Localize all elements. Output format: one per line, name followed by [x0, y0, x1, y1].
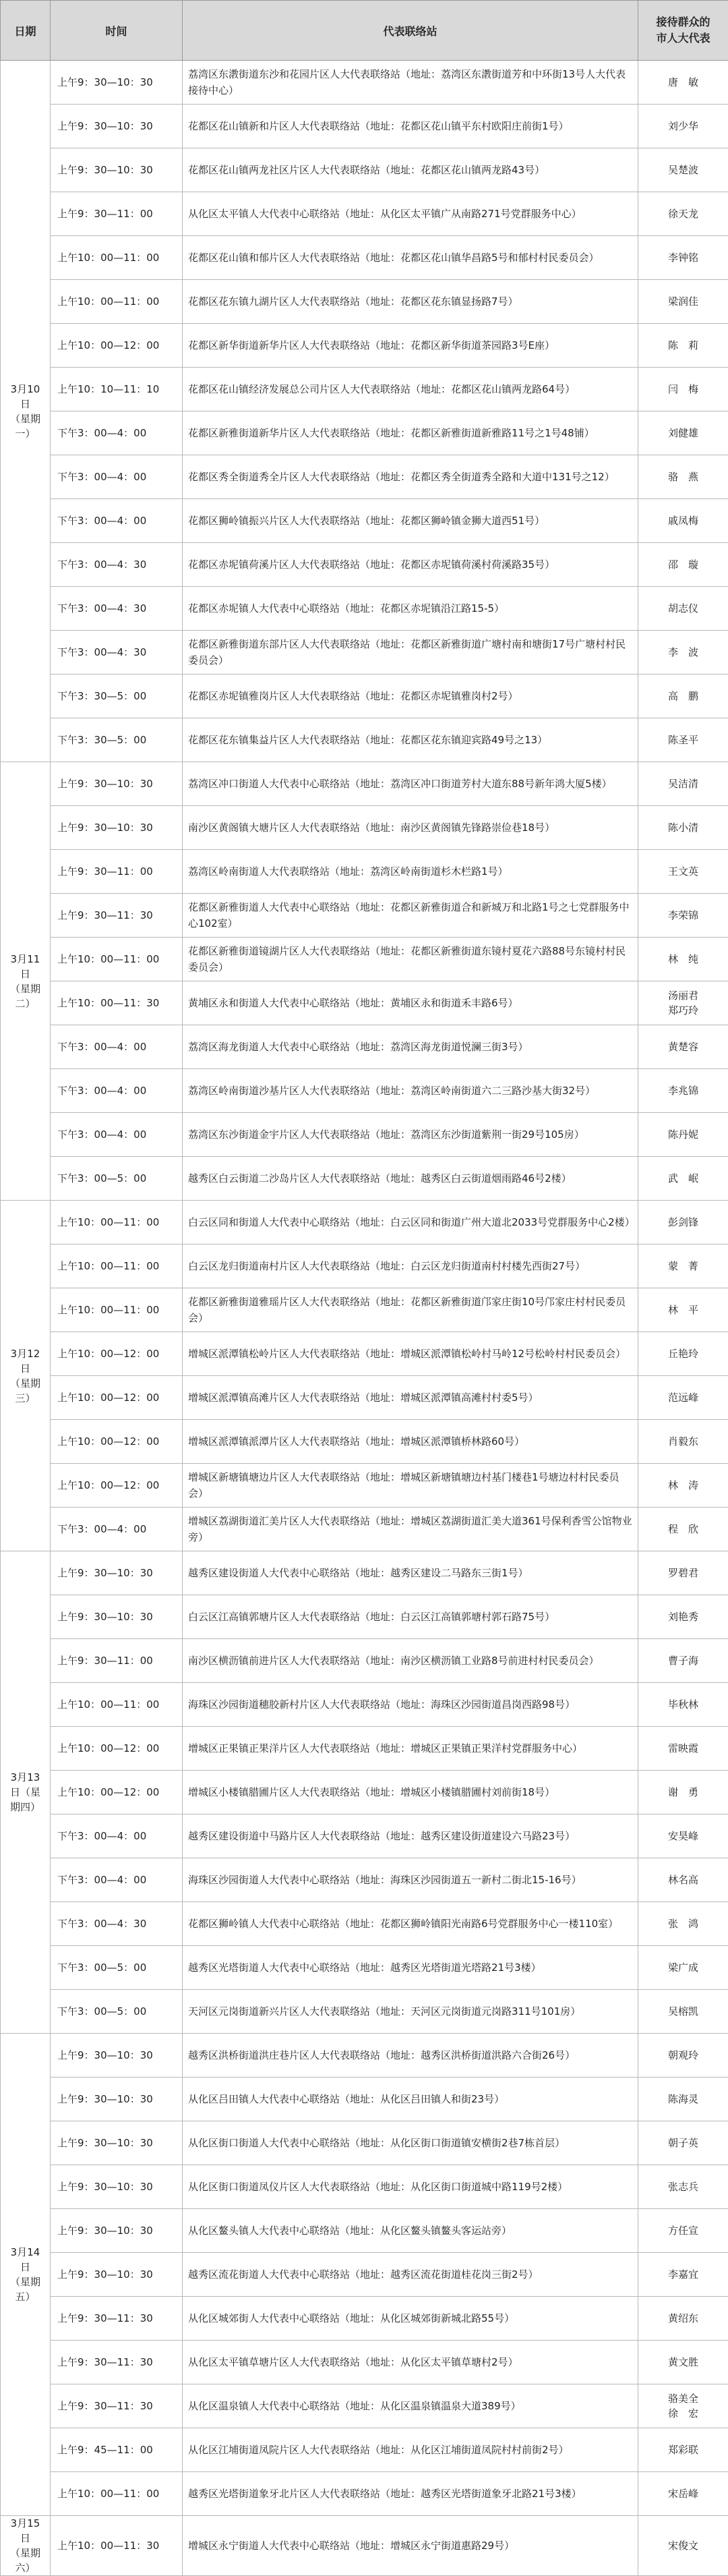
station-cell: 从化区吕田镇人大代表中心联络站（地址：从化区吕田镇人和街23号） [183, 2078, 638, 2121]
time-cell: 上午10：00—11：00 [51, 236, 183, 280]
station-cell: 花都区新雅街道人大代表中心联络站（地址：花都区新雅街道合和新城万和北路1号之七党群服务中心102室） [183, 894, 638, 938]
table-body [1, 61, 728, 2576]
rep-cell: 徐天龙 [638, 192, 728, 236]
time-cell: 上午10：00—12：00 [51, 1332, 183, 1376]
rep-cell: 李荣锦 [638, 894, 728, 938]
time-cell: 上午10：00—11：00 [51, 280, 183, 324]
station-cell: 花都区花东镇集益片区人大代表联络站（地址：花都区花东镇迎宾路49号之13） [183, 718, 638, 762]
table-row [1, 499, 728, 543]
rep-cell: 黄楚容 [638, 1025, 728, 1069]
time-cell: 上午9：30—10：30 [51, 1595, 183, 1639]
table-row [1, 762, 728, 806]
table-row [1, 368, 728, 411]
date-cell: 3月15日 （星期六） [1, 2516, 51, 2576]
rep-cell: 张 鸿 [638, 1902, 728, 1946]
rep-cell: 刘少华 [638, 105, 728, 148]
station-cell: 从化区江埔街道凤院片区人大代表联络站（地址：从化区江埔街道凤院村村前街2号） [183, 2428, 638, 2472]
time-cell: 上午9：30—10：30 [51, 148, 183, 192]
rep-cell: 李钟铭 [638, 236, 728, 280]
rep-cell: 程 欣 [638, 1508, 728, 1551]
time-cell: 下午3：00—4：00 [51, 455, 183, 499]
rep-cell: 陈 莉 [638, 324, 728, 368]
table-row [1, 236, 728, 280]
time-cell: 下午3：00—4：00 [51, 499, 183, 543]
rep-cell: 吴洁清 [638, 762, 728, 806]
time-cell: 上午9：30—10：30 [51, 105, 183, 148]
station-cell: 越秀区白云街道二沙岛片区人大代表联络站（地址：越秀区白云街道烟雨路46号2楼） [183, 1157, 638, 1201]
station-cell: 白云区龙归街道南村片区人大代表联络站（地址：白云区龙归街道南村村楼先西街27号） [183, 1244, 638, 1288]
table-header-row [1, 1, 728, 61]
time-cell: 上午9：30—10：30 [51, 2121, 183, 2165]
rep-cell: 林 纯 [638, 938, 728, 981]
table-row [1, 850, 728, 894]
time-cell: 下午3：00—4：30 [51, 1902, 183, 1946]
table-row [1, 1025, 728, 1069]
date-cell: 3月13日（星期四） [1, 1551, 51, 2034]
station-cell: 越秀区流花街道人大代表中心联络站（地址：越秀区流花街道桂花岗三街2号） [183, 2253, 638, 2297]
time-cell: 上午9：30—10：30 [51, 1551, 183, 1595]
time-cell: 上午10：10—11：10 [51, 368, 183, 411]
station-cell: 增城区新塘镇塘边片区人大代表联络站（地址：增城区新塘镇塘边村基门楼巷1号塘边村村民委员会） [183, 1464, 638, 1508]
rep-cell: 高 鹏 [638, 675, 728, 718]
station-cell: 花都区秀全街道秀全片区人大代表联络站（地址：花都区秀全街道秀全路和大道中131号之12） [183, 455, 638, 499]
station-cell: 越秀区建设街道人大代表中心联络站（地址：越秀区建设二马路东三街1号） [183, 1551, 638, 1595]
station-cell: 越秀区光塔街道象牙北片区人大代表联络站（地址：越秀区光塔街道象牙北路21号3楼） [183, 2472, 638, 2516]
table-row [1, 2078, 728, 2121]
time-cell: 下午3：00—4：30 [51, 587, 183, 631]
time-cell: 上午10：00—11：00 [51, 1683, 183, 1727]
time-cell: 上午9：30—10：30 [51, 806, 183, 850]
rep-cell: 朝观玲 [638, 2034, 728, 2078]
rep-cell: 骆美全 徐 宏 [638, 2384, 728, 2428]
table-row [1, 2253, 728, 2297]
rep-cell: 李嘉宜 [638, 2253, 728, 2297]
station-cell: 花都区赤坭镇人大代表中心联络站（地址：花都区赤坭镇沿江路15-5） [183, 587, 638, 631]
header-rep: 接待群众的 市人大代表 [638, 1, 728, 61]
table-row [1, 1113, 728, 1157]
table-row [1, 148, 728, 192]
rep-cell: 梁润佳 [638, 280, 728, 324]
rep-cell: 汤丽君 郑巧玲 [638, 981, 728, 1025]
time-cell: 下午3：00—5：00 [51, 1946, 183, 1990]
time-cell: 下午3：00—4：00 [51, 1814, 183, 1858]
station-cell: 花都区狮岭镇振兴片区人大代表联络站（地址：花都区狮岭镇金狮大道西51号） [183, 499, 638, 543]
rep-cell: 武 岷 [638, 1157, 728, 1201]
time-cell: 下午3：00—5：00 [51, 1990, 183, 2034]
table-row [1, 1508, 728, 1551]
rep-cell: 曹子海 [638, 1639, 728, 1683]
rep-cell: 林 涛 [638, 1464, 728, 1508]
table-row [1, 280, 728, 324]
rep-cell: 林名高 [638, 1858, 728, 1902]
table-row [1, 1069, 728, 1113]
table-row [1, 455, 728, 499]
time-cell: 上午9：30—11：00 [51, 1639, 183, 1683]
time-cell: 上午10：00—11：00 [51, 938, 183, 981]
table-row [1, 105, 728, 148]
station-cell: 增城区荔湖街道汇美片区人大代表联络站（地址：增城区荔湖街道汇美大道361号保利香雪公馆物业旁） [183, 1508, 638, 1551]
rep-cell: 毕秋林 [638, 1683, 728, 1727]
table-row [1, 587, 728, 631]
station-cell: 花都区赤坭镇雅岗片区人大代表联络站（地址：花都区赤坭镇雅岗村2号） [183, 675, 638, 718]
table-row [1, 1639, 728, 1683]
rep-cell: 戚凤梅 [638, 499, 728, 543]
table-row [1, 1814, 728, 1858]
time-cell: 上午9：30—10：30 [51, 2078, 183, 2121]
rep-cell: 丘艳玲 [638, 1332, 728, 1376]
rep-cell: 李 波 [638, 631, 728, 675]
table-row [1, 1595, 728, 1639]
table-row [1, 1902, 728, 1946]
station-cell: 增城区正果镇正果洋片区人大代表联络站（地址：增城区正果镇正果洋村党群服务中心） [183, 1727, 638, 1771]
date-cell: 3月10日 （星期一） [1, 61, 51, 762]
time-cell: 上午10：00—11：00 [51, 1201, 183, 1244]
time-cell: 下午3：30—5：00 [51, 675, 183, 718]
time-cell: 上午10：00—12：00 [51, 324, 183, 368]
table-row [1, 1551, 728, 1595]
rep-cell: 邵 璇 [638, 543, 728, 587]
table-row [1, 894, 728, 938]
time-cell: 上午10：00—11：30 [51, 2516, 183, 2576]
table-row [1, 718, 728, 762]
time-cell: 上午10：00—12：00 [51, 1420, 183, 1464]
rep-cell: 彭剑锋 [638, 1201, 728, 1244]
header-date: 日期 [1, 1, 51, 61]
table-row [1, 2121, 728, 2165]
station-cell: 增城区永宁街道人大代表中心联络站（地址：增城区永宁街道惠路29号） [183, 2516, 638, 2576]
station-cell: 花都区花东镇九湖片区人大代表联络站（地址：花都区花东镇显扬路7号） [183, 280, 638, 324]
rep-cell: 胡志仪 [638, 587, 728, 631]
time-cell: 上午9：30—10：30 [51, 61, 183, 105]
station-cell: 增城区派潭镇松岭片区人大代表联络站（地址：增城区派潭镇松岭村马岭12号松岭村村民委员会） [183, 1332, 638, 1376]
station-cell: 从化区城郊街人大代表中心联络站（地址：从化区城郊街新城北路55号） [183, 2297, 638, 2341]
station-cell: 荔湾区岭南街道沙基片区人大代表联络站（地址：荔湾区岭南街道六二三路沙基大街32号） [183, 1069, 638, 1113]
rep-cell: 陈海灵 [638, 2078, 728, 2121]
rep-cell: 唐 敏 [638, 61, 728, 105]
rep-cell: 黄绍东 [638, 2297, 728, 2341]
time-cell: 上午9：30—11：00 [51, 192, 183, 236]
time-cell: 下午3：00—4：30 [51, 543, 183, 587]
rep-cell: 刘艳秀 [638, 1595, 728, 1639]
station-cell: 花都区花山镇两龙社区片区人大代表联络站（地址：花都区花山镇两龙路43号） [183, 148, 638, 192]
table-row [1, 1376, 728, 1420]
table-row [1, 938, 728, 981]
table-row [1, 631, 728, 675]
station-cell: 荔湾区冲口街道人大代表中心联络站（地址：荔湾区冲口街道芳村大道东88号新年鸿大厦5楼） [183, 762, 638, 806]
table-row [1, 1288, 728, 1332]
rep-cell: 黄文胜 [638, 2341, 728, 2384]
station-cell: 增城区派潭镇派潭片区人大代表联络站（地址：增城区派潭镇桥林路60号） [183, 1420, 638, 1464]
station-cell: 白云区江高镇郭塘片区人大代表联络站（地址：白云区江高镇郭塘村郭石路75号） [183, 1595, 638, 1639]
station-cell: 海珠区沙园街道人大代表中心联络站（地址：海珠区沙园街道五一新村二街北15-16号） [183, 1858, 638, 1902]
station-cell: 越秀区建设街道中马路片区人大代表联络站（地址：越秀区建设街道建设六马路23号） [183, 1814, 638, 1858]
rep-cell: 林 平 [638, 1288, 728, 1332]
table-row [1, 675, 728, 718]
date-cell: 3月12日 （星期三） [1, 1201, 51, 1551]
table-row [1, 2384, 728, 2428]
rep-cell: 方任宣 [638, 2209, 728, 2253]
rep-cell: 郑彩联 [638, 2428, 728, 2472]
station-cell: 海珠区沙园街道穗胶新村片区人大代表联络站（地址：海珠区沙园街道昌岗西路98号） [183, 1683, 638, 1727]
table-row [1, 806, 728, 850]
rep-cell: 陈小清 [638, 806, 728, 850]
rep-cell: 范远峰 [638, 1376, 728, 1420]
table-row [1, 543, 728, 587]
table-row [1, 1683, 728, 1727]
table-row [1, 1858, 728, 1902]
station-cell: 花都区新雅街道东部片区人大代表联络站（地址：花都区新雅街道广塘村南和塘街17号广塘村村民委员会） [183, 631, 638, 675]
table-row [1, 1771, 728, 1814]
rep-cell: 陈圣平 [638, 718, 728, 762]
station-cell: 花都区花山镇经济发展总公司片区人大代表联络站（地址：花都区花山镇两龙路64号） [183, 368, 638, 411]
table-row [1, 1201, 728, 1244]
time-cell: 下午3：00—4：00 [51, 1025, 183, 1069]
time-cell: 下午3：30—5：00 [51, 718, 183, 762]
table-row [1, 1157, 728, 1201]
table-row [1, 411, 728, 455]
table-row [1, 1332, 728, 1376]
station-cell: 从化区街口街道人大代表中心联络站（地址：从化区街口街道镇安横街2巷7栋首层） [183, 2121, 638, 2165]
table-row [1, 192, 728, 236]
time-cell: 上午9：30—10：30 [51, 2165, 183, 2209]
rep-cell: 肖毅东 [638, 1420, 728, 1464]
time-cell: 上午9：30—11：00 [51, 850, 183, 894]
rep-cell: 宋岳峰 [638, 2472, 728, 2516]
station-cell: 天河区元岗街道新兴片区人大代表联络站（地址：天河区元岗街道元岗路311号101房） [183, 1990, 638, 2034]
rep-cell: 吴榕凯 [638, 1990, 728, 2034]
station-cell: 荔湾区东沙街道金宇片区人大代表联络站（地址：荔湾区东沙街道紫荆一街29号105房） [183, 1113, 638, 1157]
rep-cell: 李兆锦 [638, 1069, 728, 1113]
table-row [1, 981, 728, 1025]
station-cell: 花都区新雅街道雅瑶片区人大代表联络站（地址：花都区新雅街道邝家庄街10号邝家庄村村民委员会） [183, 1288, 638, 1332]
table-row [1, 2209, 728, 2253]
station-cell: 花都区花山镇新和片区人大代表联络站（地址：花都区花山镇平东村欧阳庄前街1号） [183, 105, 638, 148]
time-cell: 上午10：00—12：00 [51, 1376, 183, 1420]
rep-cell: 谢 勇 [638, 1771, 728, 1814]
rep-cell: 安昊峰 [638, 1814, 728, 1858]
rep-cell: 蒙 菁 [638, 1244, 728, 1288]
time-cell: 下午3：00—4：00 [51, 1508, 183, 1551]
rep-cell: 雷映霞 [638, 1727, 728, 1771]
station-cell: 从化区太平镇草塘片区人大代表联络站（地址：从化区太平镇草塘村2号） [183, 2341, 638, 2384]
time-cell: 上午9：30—10：30 [51, 2209, 183, 2253]
rep-cell: 朝子英 [638, 2121, 728, 2165]
time-cell: 上午9：30—10：30 [51, 2034, 183, 2078]
time-cell: 上午9：45—11：00 [51, 2428, 183, 2472]
time-cell: 上午9：30—11：30 [51, 2384, 183, 2428]
header-time: 时间 [51, 1, 183, 61]
table-row [1, 1990, 728, 2034]
table-row [1, 2034, 728, 2078]
time-cell: 下午3：00—4：00 [51, 1069, 183, 1113]
rep-cell: 梁广成 [638, 1946, 728, 1990]
time-cell: 上午9：30—11：30 [51, 2341, 183, 2384]
rep-cell: 王文英 [638, 850, 728, 894]
rep-cell: 吴楚波 [638, 148, 728, 192]
station-cell: 荔湾区岭南街道人大代表联络站（地址：荔湾区岭南街道杉木栏路1号） [183, 850, 638, 894]
station-cell: 荔湾区东漖街道东沙和花园片区人大代表联络站（地址：荔湾区东漖街道芳和中环街13号人大代表接待中心） [183, 61, 638, 105]
station-cell: 南沙区黄阁镇大塘片区人大代表联络站（地址：南沙区黄阁镇先锋路崇俭巷18号） [183, 806, 638, 850]
time-cell: 下午3：00—5：00 [51, 1157, 183, 1201]
station-cell: 从化区鳌头镇人大代表中心联络站（地址：从化区鳌头镇鳌头客运站旁） [183, 2209, 638, 2253]
table-row [1, 2516, 728, 2576]
table-row [1, 2428, 728, 2472]
table-row [1, 2297, 728, 2341]
time-cell: 上午10：00—12：00 [51, 1727, 183, 1771]
rep-cell: 陈丹妮 [638, 1113, 728, 1157]
rep-cell: 刘健雄 [638, 411, 728, 455]
rep-cell: 宋俊文 [638, 2516, 728, 2576]
station-cell: 荔湾区海龙街道人大代表中心联络站（地址：荔湾区海龙街道悦澜三街3号） [183, 1025, 638, 1069]
time-cell: 上午10：00—11：00 [51, 2472, 183, 2516]
time-cell: 上午10：00—11：00 [51, 1288, 183, 1332]
table-row [1, 1946, 728, 1990]
table-row [1, 61, 728, 105]
station-cell: 花都区狮岭镇人大代表中心联络站（地址：花都区狮岭镇阳光南路6号党群服务中心一楼110室） [183, 1902, 638, 1946]
rep-cell: 骆 燕 [638, 455, 728, 499]
time-cell: 上午9：30—11：30 [51, 894, 183, 938]
rep-cell: 罗碧君 [638, 1551, 728, 1595]
station-cell: 花都区新雅街道新华片区人大代表联络站（地址：花都区新雅街道新雅路11号之1号48铺） [183, 411, 638, 455]
table-row [1, 2165, 728, 2209]
table-row [1, 324, 728, 368]
table-row [1, 1244, 728, 1288]
date-cell: 3月11日 （星期二） [1, 762, 51, 1201]
date-cell: 3月14日 （星期五） [1, 2034, 51, 2516]
station-cell: 从化区街口街道凤仪片区人大代表联络站（地址：从化区街口街道城中路119号2楼） [183, 2165, 638, 2209]
station-cell: 黄埔区永和街道人大代表中心联络站（地址：黄埔区永和街道禾丰路6号） [183, 981, 638, 1025]
time-cell: 上午10：00—11：30 [51, 981, 183, 1025]
table-row [1, 1420, 728, 1464]
station-cell: 花都区花山镇和郁片区人大代表联络站（地址：花都区花山镇华昌路5号和郁村村民委员会） [183, 236, 638, 280]
time-cell: 上午9：30—11：30 [51, 2297, 183, 2341]
table-row [1, 2341, 728, 2384]
station-cell: 南沙区横沥镇前进片区人大代表联络站（地址：南沙区横沥镇工业路8号前进村村民委员会） [183, 1639, 638, 1683]
station-cell: 越秀区光塔街道人大代表中心联络站（地址：越秀区光塔街道光塔路21号3楼） [183, 1946, 638, 1990]
table-row [1, 1464, 728, 1508]
time-cell: 下午3：00—4：00 [51, 1113, 183, 1157]
station-cell: 花都区赤坭镇荷溪片区人大代表联络站（地址：花都区赤坭镇荷溪村荷溪路35号） [183, 543, 638, 587]
header-station: 代表联络站 [183, 1, 638, 61]
table-row [1, 2472, 728, 2516]
station-cell: 越秀区洪桥街道洪庄巷片区人大代表联络站（地址：越秀区洪桥街道洪路六合街26号） [183, 2034, 638, 2078]
time-cell: 上午9：30—10：30 [51, 2253, 183, 2297]
station-cell: 花都区新华街道新华片区人大代表联络站（地址：花都区新华街道茶园路3号E座） [183, 324, 638, 368]
time-cell: 上午10：00—12：00 [51, 1464, 183, 1508]
rep-cell: 张志兵 [638, 2165, 728, 2209]
station-cell: 增城区派潭镇高滩片区人大代表联络站（地址：增城区派潭镇高滩村村委5号） [183, 1376, 638, 1420]
table-row [1, 1727, 728, 1771]
time-cell: 上午9：30—10：30 [51, 762, 183, 806]
time-cell: 下午3：00—4：00 [51, 1858, 183, 1902]
station-cell: 从化区太平镇人大代表中心联络站（地址：从化区太平镇广从南路271号党群服务中心） [183, 192, 638, 236]
station-cell: 花都区新雅街道镜湖片区人大代表联络站（地址：花都区新雅街道东镜村夏花六路88号东镜村村民委员会） [183, 938, 638, 981]
rep-cell: 闫 梅 [638, 368, 728, 411]
time-cell: 下午3：00—4：30 [51, 631, 183, 675]
station-cell: 从化区温泉镇人大代表中心联络站（地址：从化区温泉镇温泉大道389号） [183, 2384, 638, 2428]
time-cell: 上午10：00—12：00 [51, 1771, 183, 1814]
station-cell: 增城区小楼镇腊圃片区人大代表联络站（地址：增城区小楼镇腊圃村刘前街18号） [183, 1771, 638, 1814]
time-cell: 下午3：00—4：00 [51, 411, 183, 455]
station-cell: 白云区同和街道人大代表中心联络站（地址：白云区同和街道广州大道北2033号党群服务中心2楼） [183, 1201, 638, 1244]
time-cell: 上午10：00—11：00 [51, 1244, 183, 1288]
